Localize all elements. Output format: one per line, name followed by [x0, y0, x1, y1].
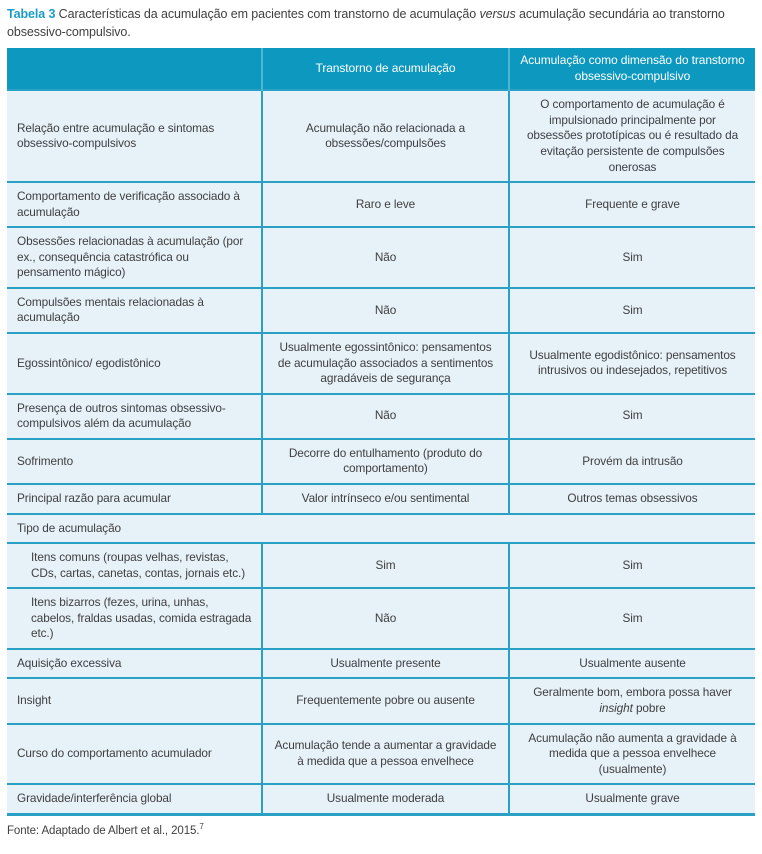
table-row	[7, 227, 755, 288]
header-cell-ocd-dimension: Acumulação como dimensão do transtorno obsessivo-compulsivo	[509, 48, 755, 90]
cell-hoarding-disorder: Não	[262, 394, 509, 439]
row-label-cell: Egossintônico/ egodistônico	[7, 333, 262, 394]
table-body	[7, 90, 755, 814]
row-label-cell: Obsessões relacionadas à acumulação (por ex., consequência catastrófica ou pensamento mágico)	[7, 227, 262, 288]
header-cell-hoarding-disorder: Transtorno de acumulação	[262, 48, 509, 90]
cell-ocd-dimension: Provém da intrusão	[509, 439, 755, 484]
row-label-cell: Gravidade/interferência global	[7, 784, 262, 814]
cell-ocd-dimension: O comportamento de acumulação é impulsionado principalmente por obsessões prototípicas ou é resultado da evitação persistente de compulsões onerosas	[509, 90, 755, 182]
row-label-cell: Aquisição excessiva	[7, 649, 262, 679]
table-caption	[7, 5, 755, 41]
table-row	[7, 724, 755, 785]
cell-hoarding-disorder: Acumulação tende a aumentar a gravidade à medida que a pessoa envelhece	[262, 724, 509, 785]
table-row	[7, 543, 755, 588]
cell-ocd-dimension: Sim	[509, 543, 755, 588]
cell-hoarding-disorder: Sim	[262, 543, 509, 588]
cell-hoarding-disorder: Não	[262, 288, 509, 333]
section-label: Tipo de acumulação	[7, 514, 755, 544]
table-row	[7, 588, 755, 649]
cell-hoarding-disorder: Não	[262, 588, 509, 649]
cell-hoarding-disorder: Usualmente moderada	[262, 784, 509, 814]
table-caption-text: Características da acumulação em pacientes com transtorno de acumulação	[55, 7, 480, 21]
table-row	[7, 90, 755, 182]
cell-ocd-dimension: Usualmente ausente	[509, 649, 755, 679]
table-row	[7, 394, 755, 439]
row-label-cell: Insight	[7, 678, 262, 723]
cell-ocd-dimension: Sim	[509, 227, 755, 288]
table-caption-label: Tabela 3	[7, 7, 56, 21]
table-row	[7, 484, 755, 514]
cell-hoarding-disorder: Decorre do entulhamento (produto do comportamento)	[262, 439, 509, 484]
cell-hoarding-disorder: Raro e leve	[262, 182, 509, 227]
header-row	[7, 48, 755, 90]
source-note-text: Fonte: Adaptado de Albert et al., 2015.	[7, 824, 200, 837]
cell-hoarding-disorder: Usualmente presente	[262, 649, 509, 679]
table-row	[7, 333, 755, 394]
table-row	[7, 784, 755, 814]
cell-hoarding-disorder: Usualmente egossintônico: pensamentos de acumulação associados a sentimentos agradáveis de segurança	[262, 333, 509, 394]
header-cell-empty	[7, 48, 262, 90]
cell-hoarding-disorder: Valor intrínseco e/ou sentimental	[262, 484, 509, 514]
row-label-cell: Sofrimento	[7, 439, 262, 484]
row-label-cell: Presença de outros sintomas obsessivo-compulsivos além da acumulação	[7, 394, 262, 439]
cell-ocd-dimension: Geralmente bom, embora possa haver insight pobre	[509, 678, 755, 723]
table-caption-text2: acumulação secundária ao transtorno obsessivo-compulsivo.	[7, 7, 725, 40]
row-label-cell: Compulsões mentais relacionadas à acumulação	[7, 288, 262, 333]
table-caption-italic: versus	[479, 7, 516, 21]
comparison-table	[7, 48, 755, 816]
cell-ocd-dimension: Acumulação não aumenta a gravidade à medida que a pessoa envelhece (usualmente)	[509, 724, 755, 785]
row-label-cell: Principal razão para acumular	[7, 484, 262, 514]
table-row	[7, 288, 755, 333]
source-note	[7, 822, 755, 837]
table-row	[7, 678, 755, 723]
row-label-cell: Itens bizarros (fezes, urina, unhas, cabelos, fraldas usadas, comida estragada etc.)	[7, 588, 262, 649]
source-note-reference: 7	[199, 821, 204, 831]
row-label-cell: Comportamento de verificação associado à acumulação	[7, 182, 262, 227]
cell-hoarding-disorder: Acumulação não relacionada a obsessões/compulsões	[262, 90, 509, 182]
row-label-cell: Itens comuns (roupas velhas, revistas, CDs, cartas, canetas, contas, jornais etc.)	[7, 543, 262, 588]
row-label-cell: Relação entre acumulação e sintomas obsessivo-compulsivos	[7, 90, 262, 182]
cell-hoarding-disorder: Não	[262, 227, 509, 288]
section-row	[7, 514, 755, 544]
cell-ocd-dimension: Outros temas obsessivos	[509, 484, 755, 514]
cell-ocd-dimension: Sim	[509, 288, 755, 333]
cell-ocd-dimension: Usualmente grave	[509, 784, 755, 814]
table-row	[7, 439, 755, 484]
table-header	[7, 48, 755, 90]
cell-ocd-dimension: Sim	[509, 588, 755, 649]
row-label-cell: Curso do comportamento acumulador	[7, 724, 262, 785]
cell-ocd-dimension: Usualmente egodistônico: pensamentos intrusivos ou indesejados, repetitivos	[509, 333, 755, 394]
table-row	[7, 649, 755, 679]
cell-ocd-dimension: Frequente e grave	[509, 182, 755, 227]
cell-ocd-dimension: Sim	[509, 394, 755, 439]
table-row	[7, 182, 755, 227]
cell-hoarding-disorder: Frequentemente pobre ou ausente	[262, 678, 509, 723]
